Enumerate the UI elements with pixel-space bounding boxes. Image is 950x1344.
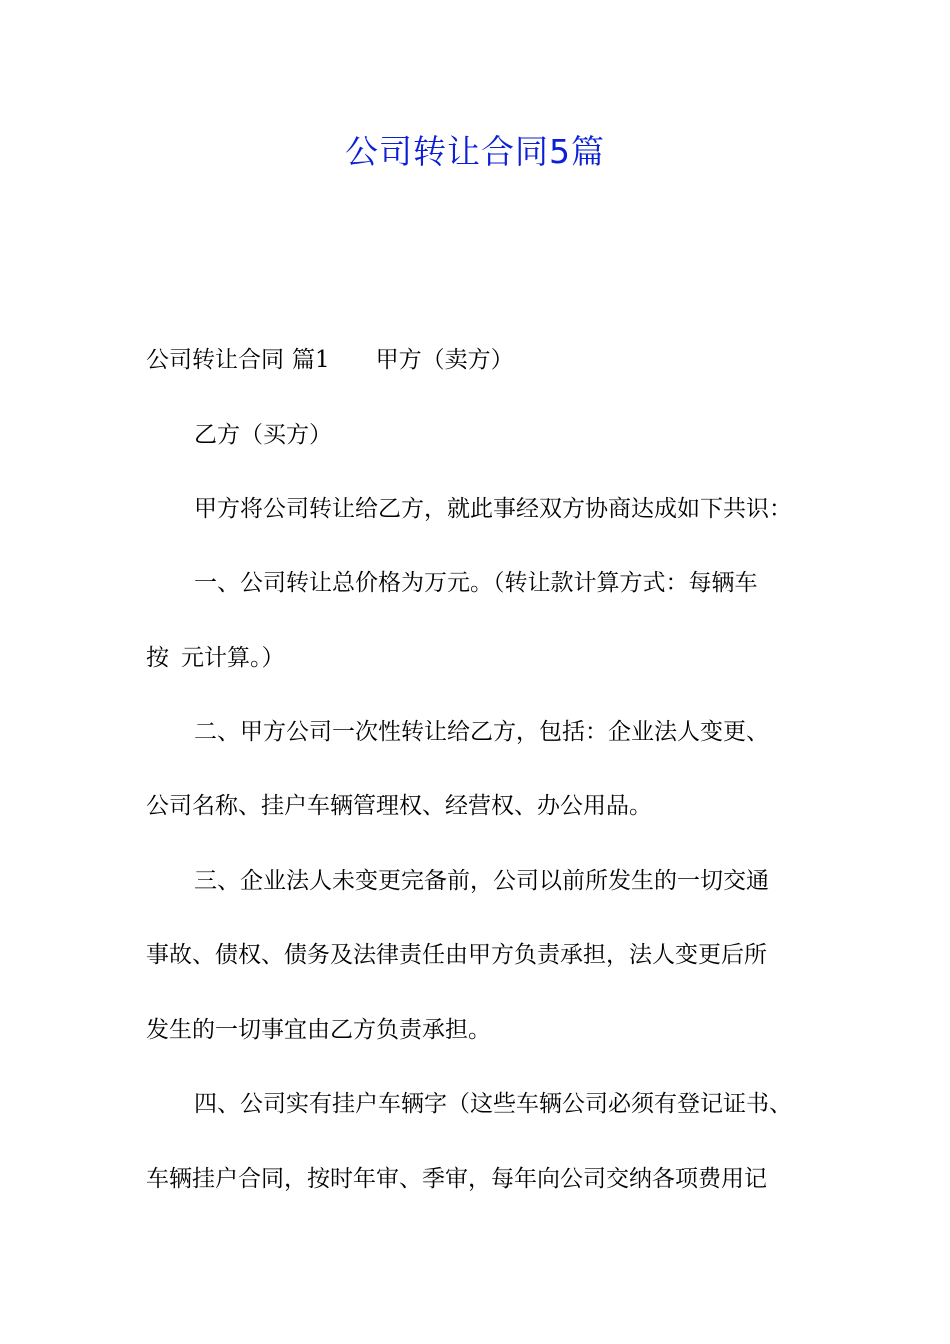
section-heading: 公司转让合同	[146, 347, 284, 373]
party-b-label: 乙方（买方）	[194, 422, 332, 448]
paragraph-line: 发生的一切事宜由乙方负责承担。	[146, 1017, 491, 1043]
paragraph-line	[146, 642, 836, 674]
paragraph-line: 甲方将公司转让给乙方，就此事经双方协商达成如下共识：	[194, 496, 792, 522]
document-title: 公司转让合同5篇	[345, 132, 605, 171]
paragraph-line: 四、公司实有挂户车辆字（这些车辆公司必须有登记证书、	[194, 1091, 792, 1117]
paragraph-line: 一、公司转让总价格为万元。（转让款计算方式：每辆车	[194, 570, 758, 596]
paragraph-line: 三、企业法人未变更完备前，公司以前所发生的一切交通	[194, 868, 769, 894]
paragraph-line: 二、甲方公司一次性转让给乙方，包括：企业法人变更、	[194, 719, 769, 745]
section-number: 篇1	[292, 347, 330, 373]
paragraph-text: 元计算。）	[181, 645, 285, 671]
paragraph-text: 按	[146, 645, 169, 671]
paragraph-line: 车辆挂户合同，按时年审、季审，每年向公司交纳各项费用记	[146, 1166, 767, 1192]
paragraph-line: 事故、债权、债务及法律责任由甲方负责承担，法人变更后所	[146, 942, 767, 968]
party-a-label: 甲方（卖方）	[375, 347, 514, 373]
paragraph-line: 公司名称、挂户车辆管理权、经营权、办公用品。	[146, 793, 652, 819]
section-heading-line	[146, 344, 836, 376]
